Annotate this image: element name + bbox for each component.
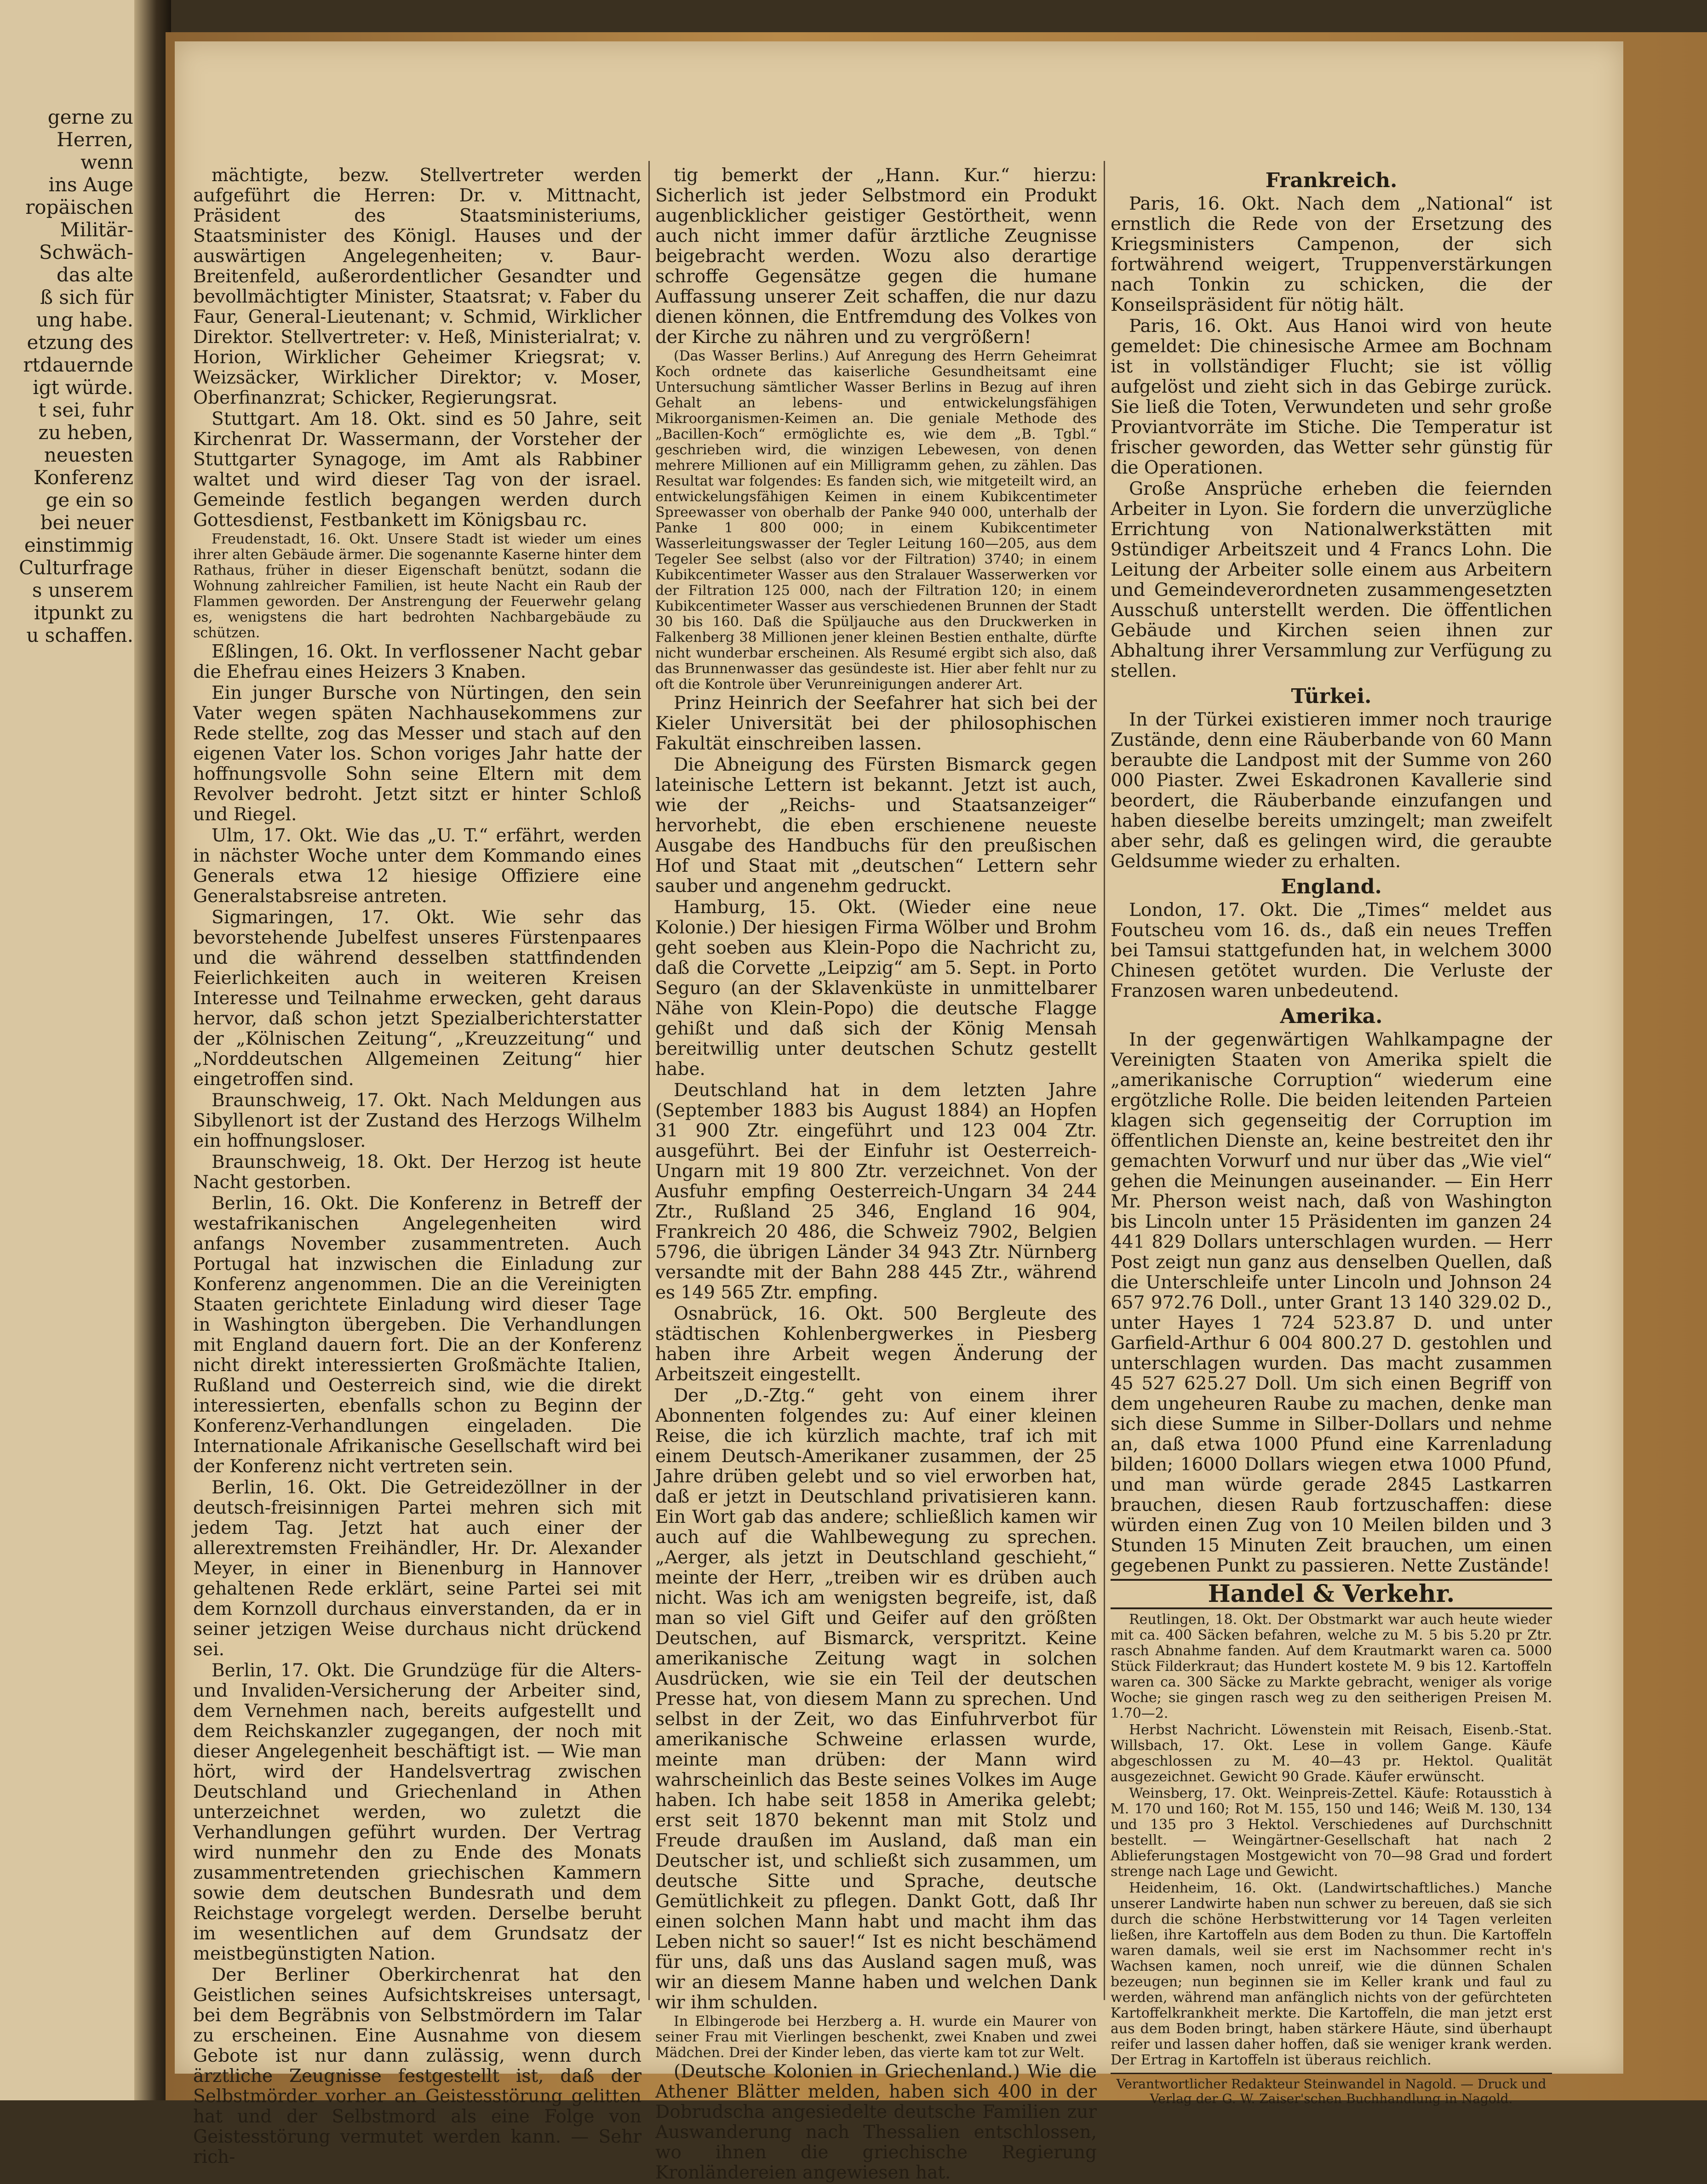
article-paragraph: Prinz Heinrich der Seefahrer hat sich bei der Kieler Universität bei der philosophischen Fakultät einschreiben lassen. — [655, 693, 1097, 754]
article-paragraph: Reutlingen, 18. Okt. Der Obstmarkt war auch heute wieder mit ca. 400 Säcken befahren, welche zu M. 5 bis 5.20 pr Ztr. rasch Abnahme fanden. Auf dem Krautmarkt waren ca. 5000 Stück Filderkraut; das Hundert kostete M. 9 bis 12. Kartoffeln waren ca. 300 Säcke zu Markte gebracht, weniger als vorige Woche; sie gingen rasch weg zu den seitherigen Preisen M. 1.70—2. — [1111, 1612, 1552, 1721]
left-page-line: zu heben, — [38, 421, 133, 444]
article-paragraph: Herbst Nachricht. Löwenstein mit Reisach, Eisenb.-Stat. Willsbach, 17. Okt. Lese in vollem Gange. Käufe abgeschlossen zu M. 40—43 pr. Hektol. Qualität ausgezeichnet. Gewicht 90 Grade. Käufer erwünscht. — [1111, 1722, 1552, 1785]
left-page-line: einstimmig — [24, 534, 133, 556]
article-paragraph: In der Türkei existieren immer noch traurige Zustände, denn eine Räuberbande von 60 Mann beraubte die Landpost mit der Summe von 260 000 Piaster. Zwei Eskadronen Kavallerie sind beordert, die Räuberbande einzufangen und haben dieselbe bereits umzingelt; man zweifelt aber sehr, daß es gelingen wird, die geraubte Geldsumme wieder zu erhalten. — [1111, 709, 1552, 872]
left-page-line: ung habe. — [36, 309, 133, 331]
article-paragraph: Die Abneigung des Fürsten Bismarck gegen lateinische Lettern ist bekannt. Jetzt ist auch, wie der „Reichs- und Staatsanzeiger“ hervorhebt, die eben erschienene neueste Ausgabe des Handbuchs für den preußischen Hof und Staat mit „deutschen“ Lettern sehr sauber und angenehm gedruckt. — [655, 755, 1097, 897]
left-page-line: Schwäch- — [39, 241, 133, 263]
left-page-line: bei neuer — [40, 511, 133, 534]
left-page-line: Herren, wenn — [57, 128, 133, 173]
section-heading: England. — [1281, 875, 1382, 898]
article-paragraph: Eßlingen, 16. Okt. In verflossener Nacht gebar die Ehefrau eines Heizers 3 Knaben. — [193, 641, 642, 682]
article-paragraph: Sigmaringen, 17. Okt. Wie sehr das bevorstehende Jubelfest unseres Fürstenpaares und die während desselben stattfindenden Feierlichkeiten auch in weiteren Kreisen Interesse und Teilnahme erwecken, geht daraus hervor, daß schon jetzt Spezialberichterstatter der „Kölnischen Zeitung“, „Kreuzzeitung“ und „Norddeutschen Allgemeinen Zeitung“ hier eingetroffen sind. — [193, 907, 642, 1090]
left-page-line: neuesten — [44, 444, 133, 466]
column-divider — [1104, 161, 1105, 2000]
article-paragraph: Deutschland hat in dem letzten Jahre (September 1883 bis August 1884) an Hopfen 31 900 Ztr. eingeführt und 123 004 Ztr. ausgeführt. Bei der Einfuhr ist Oesterreich-Ungarn mit 19 800 Ztr. verzeichnet. Von der Ausfuhr empfing Oesterreich-Ungarn 34 244 Ztr., Rußland 25 346, England 16 904, Frankreich 20 486, die Schweiz 7902, Belgien 5796, die übrigen Länder 34 943 Ztr. Nürnberg versandte mit der Bahn 288 445 Ztr., während es 149 565 Ztr. empfing. — [655, 1080, 1097, 1303]
left-page-line: s unserem — [32, 579, 133, 601]
article-paragraph: mächtigte, bezw. Stellvertreter werden aufgeführt die Herren: Dr. v. Mittnacht, Präsident des Staatsministeriums, Staatsminister des Königl. Hauses und der auswärtigen Angelegenheiten; v. Baur-Breitenfeld, außerordentlicher Gesandter und bevollmächtigter Minister, Staatsrat; v. Faber du Faur, General-Lieutenant; v. Schmid, Wirklicher Direktor. Stellvertreter: v. Heß, Ministerialrat; v. Horion, Wirklicher Geheimer Kriegsrat; v. Weizsäcker, Wirklicher Direktor; v. Moser, Oberfinanzrat; Schicker, Regierungsrat. — [193, 165, 642, 408]
article-paragraph: Hamburg, 15. Okt. (Wieder eine neue Kolonie.) Der hiesigen Firma Wölber und Brohm geht soeben aus Klein-Popo die Nachricht zu, daß die Corvette „Leipzig“ am 5. Sept. in Porto Seguro (an der Sklavenküste in unmittelbarer Nähe von Klein-Popo) die deutsche Flagge gehißt und daß sich der König Mensah bereitwillig unter deutschen Schutz gestellt habe. — [655, 897, 1097, 1080]
article-paragraph: Weinsberg, 17. Okt. Weinpreis-Zettel. Käufe: Rotausstich à M. 170 und 160; Rot M. 155, 150 und 146; Weiß M. 130, 134 und 135 pro 3 Hektol. Verschiedenes auf Durchschnitt bestellt. — Weingärtner-Gesellschaft hat nach 2 Ablieferungstagen Mostgewicht von 70—98 Grad und fordert strenge nach Lage und Gewicht. — [1111, 1785, 1552, 1880]
article-paragraph: Heidenheim, 16. Okt. (Landwirtschaftliches.) Manche unserer Landwirte haben nun schwer zu bereuen, daß sie sich durch die schöne Herbstwitterung vor 14 Tagen verleiten ließen, ihre Kartoffeln aus dem Boden zu thun. Die Kartoffeln waren damals, weil sie erst im Nachsommer recht in's Wachsen kamen, noch unreif, wie die dünnen Schalen bezeugen; nun beginnen sie im Keller krank und faul zu werden, während man anfänglich nichts von der gefürchteten Kartoffelkrankheit merkte. Die Kartoffeln, die man jetzt erst aus dem Boden bringt, haben stärkere Häute, sind überhaupt reifer und lassen daher hoffen, daß sie weniger krank werden. Der Ertrag in Kartoffeln ist überaus reichlich. — [1111, 1880, 1552, 2068]
left-page-line: Konferenz — [33, 466, 133, 489]
section-heading: Türkei. — [1291, 685, 1372, 708]
article-paragraph: In Elbingerode bei Herzberg a. H. wurde ein Maurer von seiner Frau mit Vierlingen beschenkt, zwei Knaben und zwei Mädchen. Drei der Kinder leben, das vierte kam tot zur Welt. — [655, 2013, 1097, 2061]
article-paragraph: Paris, 16. Okt. Nach dem „National“ ist ernstlich die Rede von der Ersetzung des Kriegsministers Campenon, der sich fortwährend weigert, Truppenverstärkungen nach Tonkin zu schicken, die der Konseilspräsident für nötig hält. — [1111, 194, 1552, 315]
left-page-line: Militär- — [60, 218, 133, 241]
article-paragraph: Ein junger Bursche von Nürtingen, den sein Vater wegen späten Nachhausekommens zur Rede stellte, zog das Messer und stach auf den eigenen Vater los. Schon voriges Jahr hatte der hoffnungsvolle Sohn seine Eltern mit dem Revolver bedroht. Jetzt sitzt er hinter Schloß und Riegel. — [193, 683, 642, 825]
left-page-line: ge ein so — [46, 489, 133, 511]
article-paragraph: Berlin, 17. Okt. Die Grundzüge für die Alters- und Invaliden-Versicherung der Arbeiter sind, dem Vernehmen nach, bereits aufgestellt und dem Reichskanzler zugegangen, der noch mit dieser Angelegenheit beschäftigt ist. — Wie man hört, wird der Handelsvertrag zwischen Deutschland und Griechenland in Athen unterzeichnet werden, wo zuletzt die Verhandlungen geführt wurden. Der Vertrag wird nunmehr den zu Ende des Monats zusammentretenden griechischen Kammern sowie dem deutschen Bundesrath und dem Reichstage vorgelegt werden. Derselbe beruht im wesentlichen auf dem Grundsatz der meistbegünstigten Nation. — [193, 1660, 642, 1964]
column-1 — [193, 166, 642, 2168]
left-page-line: Culturfrage — [18, 556, 133, 579]
article-paragraph: Der „D.-Ztg.“ geht von einem ihrer Abonnenten folgendes zu: Auf einer kleinen Reise, die ich kürzlich machte, traf ich mit einem Deutsch-Amerikaner zusammen, der 25 Jahre drüben gelebt und so viel erworben hat, daß er jetzt in Deutschland privatisieren kann. Ein Wort gab das andere; schließlich kamen wir auch auf die Wahlbewegung zu sprechen. „Aerger, als jetzt in Deutschland geschieht,“ meinte der Herr, „treiben wir es drüben auch nicht. Was ich am wenigsten begreife, ist, daß man so viel Gift und Geifer auf den größten Deutschen, auf Bismarck, verspritzt. Keine amerikanische Zeitung wagt in solchen Ausdrücken, wie sie ein Teil der deutschen Presse hat, von diesem Mann zu sprechen. Und selbst in der Zeit, wo das Einfuhrverbot für amerikanische Schweine erlassen wurde, meinte man drüben: der Mann wird wahrscheinlich das Beste seines Volkes im Auge haben. Ich habe seit 1858 in Amerika gelebt; erst seit 1870 bekennt man mit Stolz und Freude draußen im Ausland, daß man ein Deutscher ist, und schließt sich zusammen, um deutsche Sitte und Sprache, deutsche Gemütlichkeit zu pflegen. Dankt Gott, daß Ihr einen solchen Mann habt und macht ihm das Leben nicht so sauer!“ Ist es nicht beschämend für uns, daß uns das Ausland sagen muß, was wir an diesem Manne haben und welchen Dank wir ihm schulden. — [655, 1385, 1097, 2013]
article-paragraph: Paris, 16. Okt. Aus Hanoi wird von heute gemeldet: Die chinesische Armee am Bochnam ist in vollständiger Flucht; sie ist völlig aufgelöst und zieht sich in das Gebirge zurück. Sie ließ die Toten, Verwundeten und sehr große Proviantvorräte im Stiche. Die Temperatur ist frischer geworden, das Wetter sehr günstig für die Operationen. — [1111, 316, 1552, 478]
article-paragraph: Stuttgart. Am 18. Okt. sind es 50 Jahre, seit Kirchenrat Dr. Wassermann, der Vorsteher der Stuttgarter Synagoge, im Amt als Rabbiner waltet und wird dieser Tag von der israel. Gemeinde festlich begangen werden durch Gottesdienst, Festbankett im Königsbau rc. — [193, 409, 642, 531]
left-page-line: t sei, fuhr — [38, 399, 133, 421]
left-page-line: ins Auge — [48, 173, 133, 196]
section-heading: Handel & Verkehr. — [1111, 1579, 1552, 1609]
article-paragraph: In der gegenwärtigen Wahlkampagne der Vereinigten Staaten von Amerika spielt die „amerikanische Corruption“ wiederum eine ergötzliche Rolle. Die beiden leitenden Parteien klagen sich gegenseitig der Corruption im öffentlichen Dienste an, keine bestreitet den ihr gemachten Vorwurf und nur über das „Wie viel“ gehen die Meinungen auseinander. — Ein Herr Mr. Pherson weist nach, daß von Washington bis Lincoln unter 15 Präsidenten im ganzen 24 441 829 Dollars unterschlagen wurden. — Herr Post zeigt nun ganz aus denselben Quellen, daß die Unterschleife unter Lincoln und Johnson 24 657 972.76 Doll., unter Grant 13 140 329.02 D., unter Hayes 1 724 523.87 D. und unter Garfield-Arthur 6 004 800.27 D. gestohlen und unterschlagen wurden. Das macht zusammen 45 527 625.27 Doll. Um sich einen Begriff von dem ungeheuren Raube zu machen, denke man sich diese Summe in Silber-Dollars und nehme an, daß etwa 1000 Pfund eine Karrenladung bilden; 16000 Dollars wiegen etwa 1000 Pfund, und man würde gerade 2845 Lastkarren brauchen, diesen Raub fortzuschaffen: diese würden einen Zug von 10 Meilen bilden und 3 Stunden 15 Minuten Zeit brauchen, um einen gegebenen Punkt zu passieren. Nette Zustände! — [1111, 1029, 1552, 1576]
left-page-line: u schaffen. — [26, 624, 133, 646]
article-paragraph: tig bemerkt der „Hann. Kur.“ hierzu: Sicherlich ist jeder Selbstmord ein Produkt augenblicklicher geistiger Gestörtheit, wenn auch nicht immer dafür ärztliche Zeugnisse beigebracht werden. Wozu also derartige schroffe Gegensätze gegen die humane Auffassung unserer Zeit schaffen, die nur dazu dienen können, die Entfremdung des Volkes von der Kirche zu nähren und zu vergrößern! — [655, 165, 1097, 348]
article-paragraph: Der Berliner Oberkirchenrat hat den Geistlichen seines Aufsichtskreises untersagt, bei dem Begräbnis von Selbstmördern im Talar zu erscheinen. Eine Ausnahme von diesem Gebote ist nur dann zulässig, wenn durch ärztliche Zeugnisse festgestellt ist, daß der Selbstmörder vorher an Geistesstörung gelitten hat und der Selbstmord als eine Folge von Geistesstörung vermutet werden kann. — Sehr rich- — [193, 1965, 642, 2167]
article-paragraph: (Das Wasser Berlins.) Auf Anregung des Herrn Geheimrat Koch ordnete das kaiserliche Gesundheitsamt eine Untersuchung sämtlicher Wasser Berlins in Bezug auf ihren Gehalt an lebens- und entwickelungsfähigen Mikroorganismen-Keimen an. Die geniale Methode des „Bacillen-Koch“ ermöglichte es, wie dem „B. Tgbl.“ geschrieben wird, die winzigen Lebewesen, von denen mehrere Millionen auf ein Milligramm gehen, zu zählen. Das Resultat war folgendes: Es fanden sich, wie mitgeteilt wird, an entwickelungsfähigen Keimen in einem Kubikcentimeter Spreewasser von oberhalb der Panke 940 000, unterhalb der Panke 1 800 000; in einem Kubikcentimeter Wasserleitungswasser der Tegler Leitung 160—205, aus dem Tegeler See selbst (also vor der Filtration) 3740; in einem Kubikcentimeter Wasser aus den Stralauer Wasserwerken vor der Filtration 125 000, nach der Filtration 120; in einem Kubikcentimeter Wasser aus verschiedenen Brunnen der Stadt 30 bis 160. Daß die Spüljauche aus den Druckwerken in Falkenberg 38 Millionen jener kleinen Bestien enthalte, dürfte nicht wunderbar erscheinen. Als Resumé ergibt sich also, daß das Brunnenwasser das gesündeste ist. Hier aber fehlt nur zu oft die Kontrole über Verunreinigungen anderer Art. — [655, 348, 1097, 692]
article-paragraph: Braunschweig, 18. Okt. Der Herzog ist heute Nacht gestorben. — [193, 1152, 642, 1193]
section-heading: Amerika. — [1280, 1005, 1383, 1028]
left-page — [0, 0, 143, 2100]
column-3 — [1111, 166, 1552, 2106]
left-page-line: ß sich für — [40, 286, 133, 309]
imprint-footer: Verantwortlicher Redakteur Steinwandel in Nagold. — Druck und Verlag der G. W. Zaiser'schen Buchhandlung in Nagold. — [1111, 2073, 1552, 2106]
article-paragraph: London, 17. Okt. Die „Times“ meldet aus Foutscheu vom 16. ds., daß ein neues Treffen bei Tamsui stattgefunden hat, in welchem 3000 Chinesen getötet wurden. Die Verluste der Franzosen waren unbedeutend. — [1111, 900, 1552, 1001]
article-paragraph: Freudenstadt, 16. Okt. Unsere Stadt ist wieder um eines ihrer alten Gebäude ärmer. Die sogenannte Kaserne hinter dem Rathaus, früher in dieser Eigenschaft benützt, sodann die Wohnung zahlreicher Familien, ist heute Nacht ein Raub der Flammen geworden. Der Anstrengung der Feuerwehr gelang es, wenigstens die hart bedrohten Nachbargebäude zu schützen. — [193, 531, 642, 641]
column-divider — [648, 161, 650, 2000]
newspaper-page — [175, 41, 1623, 2183]
left-page-text — [0, 106, 133, 646]
left-page-line: etzung des — [27, 331, 133, 354]
article-paragraph: Große Ansprüche erheben die feiernden Arbeiter in Lyon. Sie fordern die unverzügliche Errichtung von Nationalwerkstätten mit 9stündiger Arbeitszeit und 4 Francs Lohn. Die Leitung der Arbeiter solle einem aus Arbeitern und Gemeindeverordneten zusammengesetzten Ausschuß unterstellt werden. Die öffentlichen Gebäude und Kirchen seien ihnen zur Abhaltung ihrer Versammlung zur Verfügung zu stellen. — [1111, 479, 1552, 681]
article-paragraph: Berlin, 16. Okt. Die Konferenz in Betreff der westafrikanischen Angelegenheiten wird anfangs November zusammentreten. Auch Portugal hat inzwischen die Einladung zur Konferenz angenommen. Die an die Vereinigten Staaten gerichtete Einladung wird dieser Tage in Washington übergeben. Die Verhandlungen mit England dauern fort. Die an der Konferenz nicht direkt interessierten Großmächte Italien, Rußland und Oesterreich sind, wie die direkt interessierten, ebenfalls schon zu Beginn der Konferenz-Verhandlungen eingeladen. Die Internationale Afrikanische Gesellschaft wird bei der Konferenz nicht vertreten sein. — [193, 1193, 642, 1477]
column-2 — [655, 166, 1097, 2184]
left-page-line: ropäischen — [25, 196, 133, 218]
left-page-line: rtdauernde — [23, 354, 133, 376]
left-page-line: igt würde. — [33, 376, 133, 399]
article-paragraph: Berlin, 16. Okt. Die Getreidezöllner in der deutsch-freisinnigen Partei mehren sich mit jedem Tag. Jetzt hat auch einer der allerextremsten Freihändler, Hr. Dr. Alexander Meyer, in einer in Bienenburg in Hannover gehaltenen Rede erklärt, seine Partei sei mit dem Kornzoll durchaus einverstanden, da er in seiner jetzigen Weise durchaus nicht drückend sei. — [193, 1477, 642, 1660]
left-page-line: itpunkt zu — [34, 601, 133, 624]
article-paragraph: Osnabrück, 16. Okt. 500 Bergleute des städtischen Kohlenbergwerkes in Piesberg haben ihre Arbeit wegen Änderung der Arbeitszeit eingestellt. — [655, 1304, 1097, 1385]
article-paragraph: Braunschweig, 17. Okt. Nach Meldungen aus Sibyllenort ist der Zustand des Herzogs Wilhelm ein hoffnungsloser. — [193, 1090, 642, 1151]
article-paragraph: Ulm, 17. Okt. Wie das „U. T.“ erfährt, werden in nächster Woche unter dem Kommando eines Generals etwa 12 hiesige Offiziere eine Generalstabsreise antreten. — [193, 825, 642, 907]
article-paragraph: (Deutsche Kolonien in Griechenland.) Wie die Athener Blätter melden, haben sich 400 in der Dobrudscha angesiedelte deutsche Familien zur Auswanderung nach Thessalien entschlossen, wo ihnen die griechische Regierung Kronländereien angewiesen hat. — [655, 2061, 1097, 2183]
left-page-line: gerne zu — [47, 106, 133, 128]
section-heading: Frankreich. — [1265, 169, 1398, 192]
left-page-line: das alte — [56, 263, 133, 286]
